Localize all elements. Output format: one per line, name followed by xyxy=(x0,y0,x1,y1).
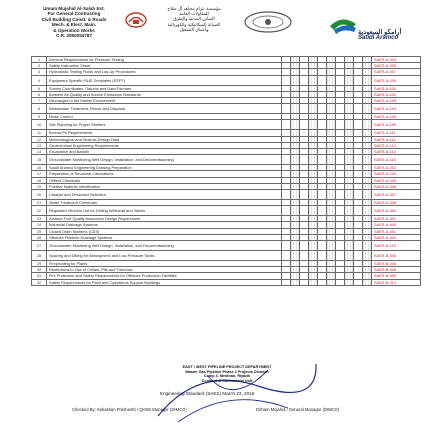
standard-code: SAES-A-102 xyxy=(372,91,421,97)
stamp-line: Contract & Commercial Unit xyxy=(201,378,253,383)
grid-cell xyxy=(327,190,336,200)
grid-cell xyxy=(354,155,363,165)
table-row xyxy=(32,241,421,251)
standard-title: Preparation of Structural Calculations xyxy=(47,171,282,177)
standard-code: SAES-A-202 xyxy=(372,165,421,171)
table-row xyxy=(32,206,421,216)
row-number: 22 xyxy=(32,206,47,216)
company-en-line: Umam Mujahid Al-Salah Est. xyxy=(43,6,105,11)
grid-cell xyxy=(336,206,345,216)
standard-code: SAES-A-401 xyxy=(372,228,421,234)
grid-cell xyxy=(345,279,354,285)
standard-code: SAES-A-005 xyxy=(372,63,421,69)
grid-cell xyxy=(327,155,336,165)
grid-cell xyxy=(300,120,309,130)
standard-code: SAES-A-100 xyxy=(372,85,421,91)
company-logo-icon xyxy=(124,10,148,30)
grid-cell xyxy=(336,251,345,261)
grid-cell xyxy=(300,206,309,216)
row-number: 4 xyxy=(32,75,47,85)
standard-title: Restrictions to Use of Cellars, Pits and Trenches xyxy=(47,267,282,273)
standard-title: Noise Control xyxy=(47,114,282,120)
row-number: 5 xyxy=(32,85,47,91)
grid-cell xyxy=(318,241,327,251)
standard-code: SAES-A-004 xyxy=(372,57,421,63)
standard-title: Wastewater Treatment, Reuse and Disposal xyxy=(47,104,282,114)
grid-cell xyxy=(282,190,291,200)
row-number: 20 xyxy=(32,190,47,200)
grid-cell xyxy=(345,75,354,85)
grid-cell xyxy=(282,155,291,165)
grid-cell xyxy=(300,155,309,165)
grid-cell xyxy=(318,75,327,85)
company-en-line: Mech. & Elect. Main. xyxy=(51,22,97,28)
standard-code: SAES-A-104 xyxy=(372,104,421,114)
company-ar-line: مؤسسة عزام مجاهد آل صلاح xyxy=(167,6,221,11)
company-en-line: For General Contracting xyxy=(47,11,101,17)
aramco-name-arabic: أرامكو السعودية xyxy=(358,29,402,36)
row-number: 17 xyxy=(32,171,47,177)
grid-cell xyxy=(309,206,318,216)
grid-cell xyxy=(354,251,363,261)
row-number: 10 xyxy=(32,120,47,130)
grid-cell xyxy=(345,104,354,114)
standard-title: Water Treatment Chemicals xyxy=(47,200,282,206)
grid-cell xyxy=(309,120,318,130)
standard-code: SAES-B-009 xyxy=(372,273,421,279)
row-number: 15 xyxy=(32,155,47,165)
company-ar-line: وأعمال التشغيل xyxy=(179,26,209,32)
standard-code: SAES-B-005 xyxy=(372,251,421,261)
grid-cell xyxy=(282,279,291,285)
stamp-line: Camp 4, Medinah, Riyadh xyxy=(204,374,250,379)
grid-cell xyxy=(354,241,363,251)
grid-cell xyxy=(354,279,363,285)
standard-title: Saudi Aramco Engineering Drawing Preparation xyxy=(47,165,282,171)
grid-cell xyxy=(345,190,354,200)
standard-code: SAES-A-205 xyxy=(372,177,421,183)
standard-code: SAES-A-301 xyxy=(372,216,421,222)
standard-title: Aviation Fuel Quality Assurance Design Requirement xyxy=(47,216,282,222)
table-row xyxy=(32,75,421,85)
standard-title: Regulated Vendors List for Drilling Wellhead and Valves xyxy=(47,206,282,216)
grid-cell xyxy=(309,190,318,200)
standard-title: Safety Instruction Sheet xyxy=(47,63,282,69)
row-number: 24 xyxy=(32,222,47,228)
grid-cell xyxy=(363,190,372,200)
grid-cell xyxy=(354,206,363,216)
standard-title: General Requirements for Pressure Testing xyxy=(47,57,282,63)
grid-cell xyxy=(282,75,291,85)
row-number: 13 xyxy=(32,142,47,148)
standard-code: SAES-B-008 xyxy=(372,267,421,273)
grid-cell xyxy=(300,251,309,261)
standard-code: SAES-A-204 xyxy=(372,171,421,177)
grid-cell xyxy=(345,155,354,165)
standard-title: Positive Material Identification xyxy=(47,183,282,189)
grid-cell xyxy=(327,206,336,216)
standard-title: Groundwater Monitoring Well Design, Installation, and Decommissioning xyxy=(47,155,282,165)
row-number: 28 xyxy=(32,251,47,261)
grid-cell xyxy=(336,190,345,200)
row-number: 32 xyxy=(32,279,47,285)
company-ar-line: للمقاولات العامة xyxy=(179,11,209,17)
checked-by-signature: Checked By: Sebastian Prashanth / QHSE Manager (DIMCO) xyxy=(72,407,187,412)
grid-cell xyxy=(282,206,291,216)
standard-title: Fireproofing for Plants xyxy=(47,261,282,267)
standard-title: Industrial Drainage Systems xyxy=(47,222,282,228)
standard-code: SAES-A-115 xyxy=(372,155,421,165)
grid-cell xyxy=(354,75,363,85)
row-number: 19 xyxy=(32,183,47,189)
grid-cell xyxy=(345,251,354,261)
standard-title: Oilfield Chemicals xyxy=(47,177,282,183)
grid-cell xyxy=(309,251,318,261)
grid-cell xyxy=(318,251,327,261)
standard-code: SAES-A-400 xyxy=(372,222,421,228)
grid-cell xyxy=(291,120,300,130)
row-number: 30 xyxy=(32,267,47,273)
standard-title: Fire Protection and Safety Requirements for Offshore Production Facilities xyxy=(47,273,282,279)
row-number: 27 xyxy=(32,241,47,251)
grid-cell xyxy=(291,190,300,200)
grid-cell xyxy=(291,251,300,261)
row-number: 14 xyxy=(32,149,47,155)
grid-cell xyxy=(363,75,372,85)
standard-title: Meteorological and Seismic Design Data xyxy=(47,136,282,142)
general-manager-signature: Dirham Mojahid / General Manager (DIMCO) xyxy=(256,407,340,412)
grid-cell xyxy=(309,241,318,251)
row-number: 2 xyxy=(32,63,47,69)
grid-cell xyxy=(291,279,300,285)
row-number: 23 xyxy=(32,216,47,222)
letterhead xyxy=(28,6,420,52)
standard-code: SAES-A-009 xyxy=(372,75,421,85)
grid-cell xyxy=(300,190,309,200)
grid-cell xyxy=(363,120,372,130)
row-number: 1 xyxy=(32,57,47,63)
table-row xyxy=(32,190,421,200)
grid-cell xyxy=(336,104,345,114)
grid-cell xyxy=(282,241,291,251)
standard-title: Geotechnical Engineering Requirements xyxy=(47,142,282,148)
grid-cell xyxy=(327,241,336,251)
grid-cell xyxy=(318,279,327,285)
standard-title: Catalyst and Desiccant Selection xyxy=(47,190,282,200)
grid-cell xyxy=(300,75,309,85)
grid-cell xyxy=(327,104,336,114)
standard-code: SAES-B-014 xyxy=(372,279,421,285)
grid-cell xyxy=(327,251,336,261)
row-number: 26 xyxy=(32,234,47,240)
row-number: 31 xyxy=(32,273,47,279)
grid-cell xyxy=(354,120,363,130)
row-number: 11 xyxy=(32,130,47,136)
grid-cell xyxy=(300,241,309,251)
emblem-icon xyxy=(242,10,294,34)
company-en-line: & Operation Works xyxy=(53,27,95,33)
company-name-english xyxy=(28,6,120,38)
grid-cell xyxy=(363,155,372,165)
standard-title: Survey Coordinates, Datums and Data Formats xyxy=(47,85,282,91)
standard-code: SAES-A-206 xyxy=(372,183,421,189)
standard-date-line: Engineering Standard (SAES) March 23, 2016 xyxy=(160,391,255,396)
standard-code: SAES-A-300 xyxy=(372,206,421,216)
standard-code: SAES-A-115 xyxy=(372,241,421,251)
table-row xyxy=(32,120,421,130)
row-number: 25 xyxy=(32,228,47,234)
grid-cell xyxy=(354,104,363,114)
standard-code: SAES-A-207 xyxy=(372,190,421,200)
grid-cell xyxy=(327,279,336,285)
standard-code: SAES-A-208 xyxy=(372,200,421,206)
company-name-arabic xyxy=(150,6,238,32)
standard-code: SAES-A-105 xyxy=(372,114,421,120)
grid-cell xyxy=(363,104,372,114)
grid-cell xyxy=(318,206,327,216)
row-number: 29 xyxy=(32,261,47,267)
grid-cell xyxy=(327,75,336,85)
standard-title: Discharges to the Marine Environment xyxy=(47,98,282,104)
standard-title: Safety Requirements for Plant and Operations Support Buildings xyxy=(47,279,282,285)
standard-title: Hydrostatic Testing Fluids and Lay-Up Procedures xyxy=(47,69,282,75)
grid-cell xyxy=(363,241,372,251)
standard-title: Equipment Specific P&ID Templates (ESPT) xyxy=(47,75,282,85)
stamp-line: Master Gas Pipeline Phase 1 Projects Division xyxy=(185,369,269,374)
standard-title: Groundwater Monitoring Well Design, Installation, and Decommissioning xyxy=(47,241,282,251)
standard-title: Site Planning for Prayer Shelters xyxy=(47,120,282,130)
grid-cell xyxy=(336,155,345,165)
standards-table xyxy=(31,56,419,286)
grid-cell xyxy=(336,241,345,251)
aramco-name-english: Saudi Aramco xyxy=(358,35,399,41)
grid-cell xyxy=(318,155,327,165)
stamp-line: EAST / WEST PIPELINE PROJECT DEPARTMENT xyxy=(182,365,272,369)
grid-cell xyxy=(318,190,327,200)
grid-cell xyxy=(363,279,372,285)
company-en-line: C.R. 2050054787 xyxy=(55,33,92,39)
grid-cell xyxy=(354,190,363,200)
standard-code: SAES-A-103 xyxy=(372,98,421,104)
grid-cell xyxy=(300,279,309,285)
grid-cell xyxy=(336,279,345,285)
row-number: 18 xyxy=(32,177,47,183)
grid-cell xyxy=(300,104,309,114)
standard-title: Closed Drain Systems (CDS) xyxy=(47,228,282,234)
grid-cell xyxy=(363,206,372,216)
row-number: 3 xyxy=(32,69,47,75)
row-number: 12 xyxy=(32,136,47,142)
standard-title: Borrow Pit Requirements xyxy=(47,130,282,136)
table-row xyxy=(32,155,421,165)
grid-cell xyxy=(363,251,372,261)
grid-cell xyxy=(318,120,327,130)
standard-title: Excavation and Backfill xyxy=(47,149,282,155)
grid-cell xyxy=(336,120,345,130)
row-number: 6 xyxy=(32,91,47,97)
table-row xyxy=(32,279,421,285)
grid-cell xyxy=(327,120,336,130)
standard-title: Spacing and Diking for Atmospheric and Low-Pressure Tanks xyxy=(47,251,282,261)
standard-code: SAES-A-114 xyxy=(372,149,421,155)
grid-cell xyxy=(336,75,345,85)
standard-code: SAES-A-007 xyxy=(372,69,421,75)
grid-cell xyxy=(291,155,300,165)
grid-cell xyxy=(309,104,318,114)
standard-code: SAES-A-402 xyxy=(372,234,421,240)
grid-cell xyxy=(291,104,300,114)
row-number: 9 xyxy=(32,114,47,120)
row-number: 8 xyxy=(32,104,47,114)
company-ar-line: الصيانة الميكانيكية والكهربائية xyxy=(167,21,221,27)
grid-cell xyxy=(318,104,327,114)
table-row xyxy=(32,104,421,114)
company-ar-line: المباني المدنية والطرق xyxy=(173,16,215,22)
grid-cell xyxy=(291,206,300,216)
grid-cell xyxy=(309,75,318,85)
row-number: 21 xyxy=(32,200,47,206)
grid-cell xyxy=(291,241,300,251)
grid-cell xyxy=(345,120,354,130)
standard-code: SAES-A-109 xyxy=(372,120,421,130)
company-en-line: Civil Building Const. & Roads xyxy=(41,16,107,22)
grid-cell xyxy=(309,279,318,285)
standard-title: Ambient Air Quality and Source Emissions Standards xyxy=(47,91,282,97)
grid-cell xyxy=(282,120,291,130)
standard-code: SAES-A-111 xyxy=(372,130,421,136)
grid-cell xyxy=(291,75,300,85)
standard-title: Offshore Platform Drainage Systems xyxy=(47,234,282,240)
grid-cell xyxy=(345,241,354,251)
standard-code: SAES-B-006 xyxy=(372,261,421,267)
row-number: 16 xyxy=(32,165,47,171)
grid-cell xyxy=(309,155,318,165)
standard-code: SAES-A-113 xyxy=(372,142,421,148)
grid-cell xyxy=(282,104,291,114)
table-row xyxy=(32,251,421,261)
standard-code: SAES-A-112 xyxy=(372,136,421,142)
grid-cell xyxy=(282,251,291,261)
grid-cell xyxy=(345,206,354,216)
row-number: 7 xyxy=(32,98,47,104)
